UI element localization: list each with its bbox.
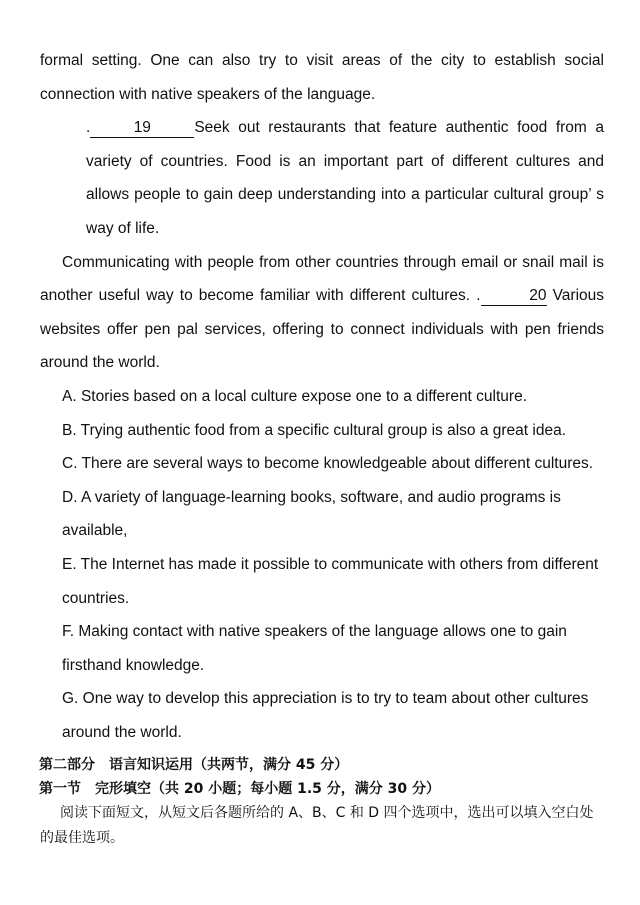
option-f: F. Making contact with native speakers of the language allows one to gain firsthand knowledge. <box>62 623 567 674</box>
paragraph-text-tail: Various websites offer pen pal services, offering to connect individuals with pen friends around the world. <box>40 287 604 372</box>
paragraph-text: Seek out restaurants that feature authentic food from a variety of countries. Food is an important part of different cultures and allows people to gain deep understanding into a particular cultural group’ s way of life. <box>86 119 604 237</box>
option-a: A. Stories based on a local culture expose one to a different culture. <box>62 387 527 405</box>
paragraph-text: Communicating with people from other countries through email or snail mail is another useful way to become familiar with different cultures. . <box>40 253 604 305</box>
option-g: G. One way to develop this appreciation is to try to team about other cultures around the world. <box>62 690 589 741</box>
option-c: C. There are several ways to become knowledgeable about different cultures. <box>62 455 594 473</box>
instruction-text: 阅读下面短文，从短文后各题所给的 A、B、C 和 D 四个选项中，选出可以填入空白处的最佳选项。 <box>40 805 594 847</box>
blank-20: 20 <box>481 287 547 306</box>
part-heading: 第二部分 语言知识运用（共两节，满分 45 分） <box>39 757 349 774</box>
sub-heading: 第一节 完形填空（共 20 小题；每小题 1.5 分，满分 30 分） <box>39 781 441 798</box>
reading-passage <box>40 44 604 749</box>
option-e: E. The Internet has made it possible to communicate with others from different countries. <box>62 555 599 607</box>
option-list <box>40 380 604 750</box>
option-b: B. Trying authentic food from a specific cultural group is also a great idea. <box>62 421 567 439</box>
blank-19: 19 <box>90 119 194 138</box>
section-intro <box>40 753 604 851</box>
paragraph-continuation: formal setting. One can also try to visit areas of the city to establish social connection with native speakers of the language. <box>40 52 604 103</box>
paragraph-blank-19 <box>40 111 604 245</box>
option-d: D. A variety of language-learning books, software, and audio programs is available, <box>62 488 561 540</box>
paragraph-blank-20 <box>40 246 604 380</box>
blank-lead-dot: . <box>86 119 91 137</box>
